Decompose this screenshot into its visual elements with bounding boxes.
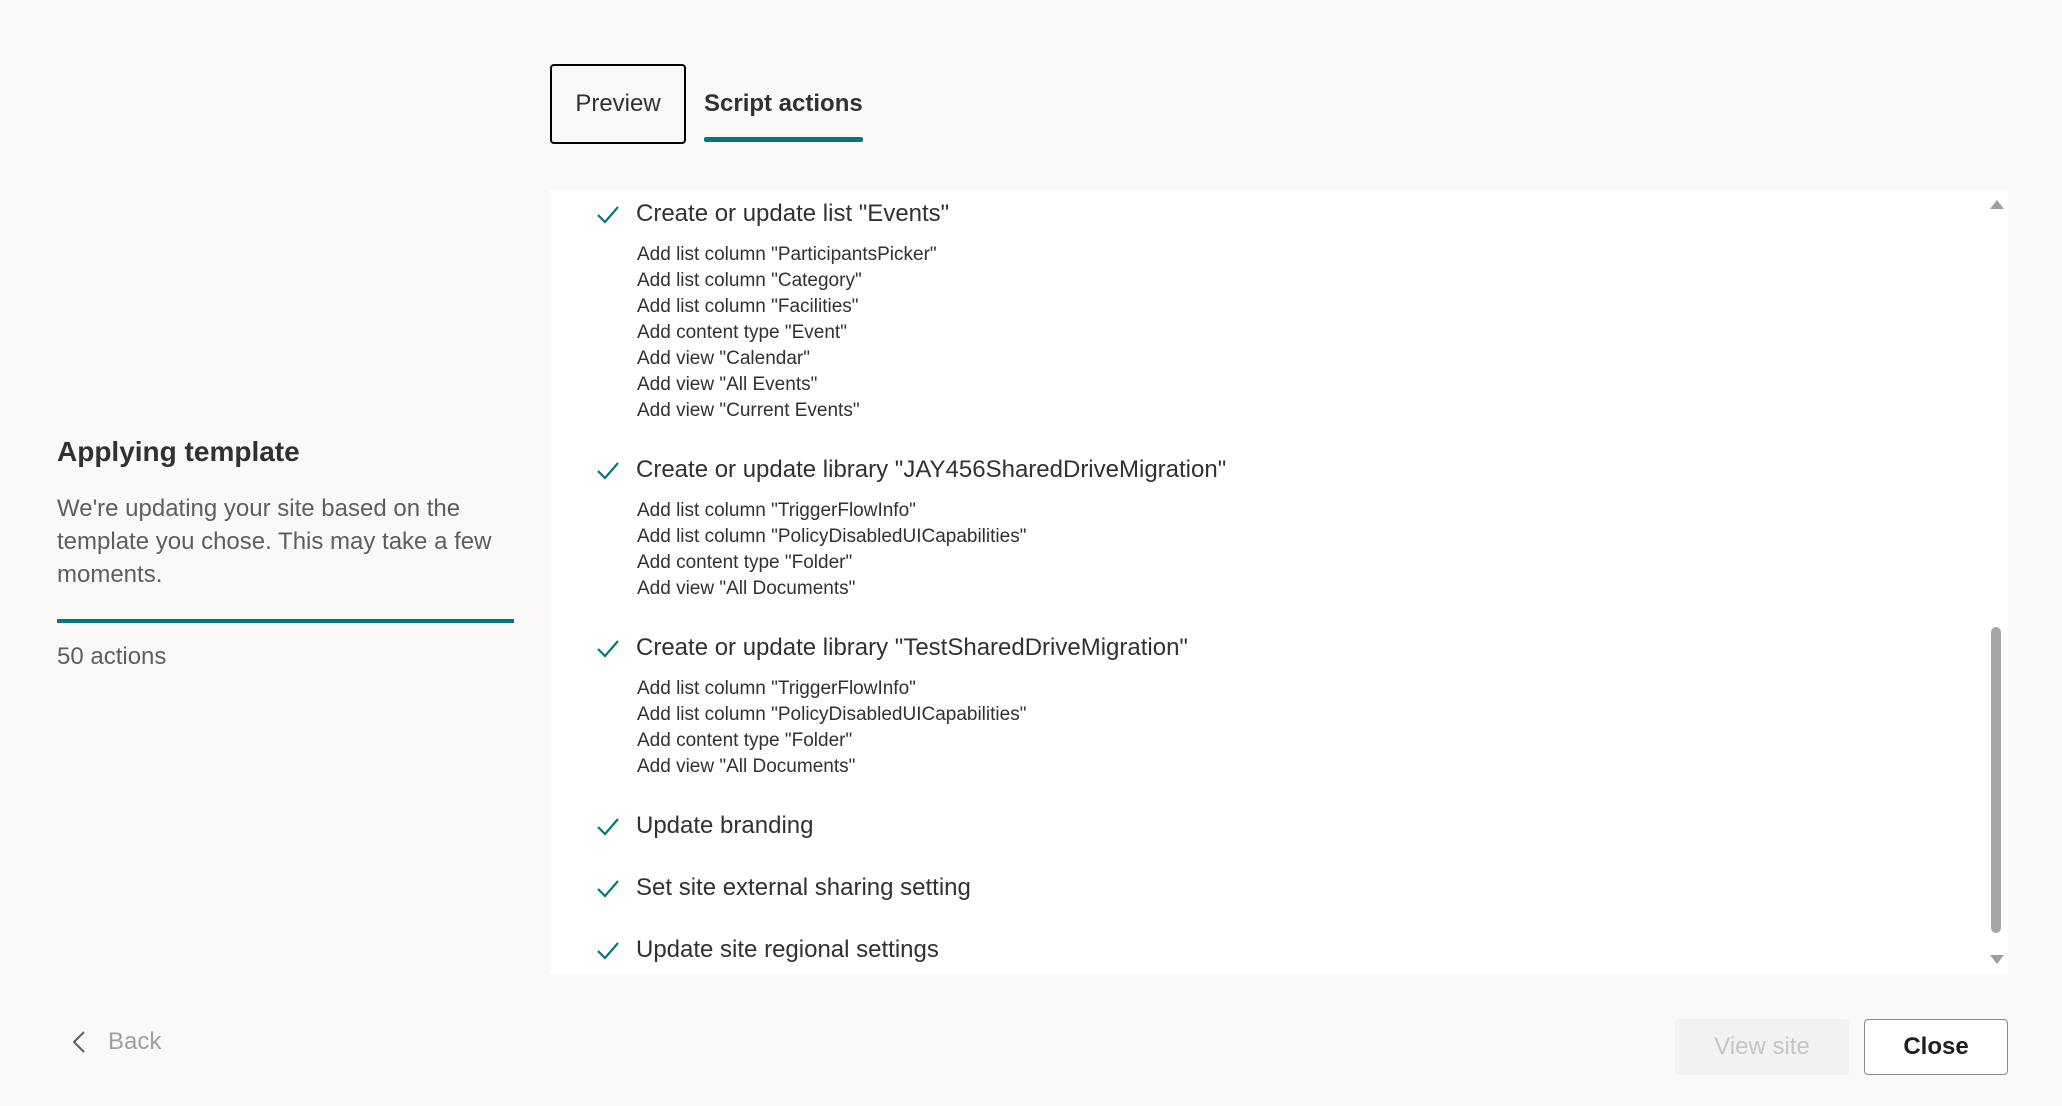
action-subitem: Add view "All Events" xyxy=(637,374,818,395)
action-subitem: Add view "All Documents" xyxy=(637,578,856,599)
action-subitem: Add content type "Event" xyxy=(637,322,847,343)
action-subitem: Add list column "TriggerFlowInfo" xyxy=(637,500,916,521)
action-item xyxy=(594,190,1968,432)
action-header xyxy=(594,864,1968,912)
checkmark-icon xyxy=(594,634,622,662)
scroll-down-arrow-icon[interactable] xyxy=(1990,955,2004,964)
action-title: Create or update list "Events" xyxy=(636,200,950,227)
scrollbar[interactable] xyxy=(1984,190,2008,974)
action-item xyxy=(594,802,1968,850)
chevron-left-icon xyxy=(72,1030,86,1054)
view-site-button[interactable]: View site xyxy=(1675,1019,1849,1075)
action-title: Update site regional settings xyxy=(636,936,939,963)
actions-list xyxy=(594,190,1968,974)
tab-list xyxy=(550,64,863,150)
script-actions-panel xyxy=(550,190,2008,974)
action-header xyxy=(594,926,1968,974)
action-title: Update branding xyxy=(636,812,814,839)
action-title: Create or update library "TestSharedDriveMigration" xyxy=(636,634,1188,661)
checkmark-icon xyxy=(594,812,622,840)
action-title: Create or update library "JAY456SharedDriveMigration" xyxy=(636,456,1227,483)
status-panel xyxy=(57,430,514,671)
checkmark-icon xyxy=(594,200,622,228)
action-item xyxy=(594,624,1968,788)
back-label: Back xyxy=(108,1028,162,1055)
action-header xyxy=(594,190,1968,238)
tab-preview[interactable] xyxy=(550,64,686,144)
action-item xyxy=(594,446,1968,610)
progress-bar xyxy=(57,619,514,623)
action-subitem: Add list column "PolicyDisabledUICapabilities" xyxy=(637,526,1027,547)
tab-script-actions-label: Script actions xyxy=(704,90,863,117)
action-subitems xyxy=(637,494,1968,610)
scrollbar-thumb[interactable] xyxy=(1991,627,2001,933)
close-button[interactable]: Close xyxy=(1864,1019,2008,1075)
scroll-up-arrow-icon[interactable] xyxy=(1990,200,2004,209)
action-subitem: Add view "Calendar" xyxy=(637,348,810,369)
action-subitem: Add content type "Folder" xyxy=(637,730,853,751)
action-subitem: Add content type "Folder" xyxy=(637,552,853,573)
status-title: Applying template xyxy=(57,436,300,467)
checkmark-icon xyxy=(594,936,622,964)
action-subitem: Add list column "ParticipantsPicker" xyxy=(637,244,937,265)
status-description: We're updating your site based on the template you chose. This may take a few moments. xyxy=(57,495,492,588)
action-subitem: Add view "All Documents" xyxy=(637,756,856,777)
checkmark-icon xyxy=(594,456,622,484)
action-subitems xyxy=(637,238,1968,432)
action-header xyxy=(594,624,1968,672)
action-title: Set site external sharing setting xyxy=(636,874,971,901)
back-button[interactable] xyxy=(72,1028,161,1056)
action-item xyxy=(594,864,1968,912)
tab-preview-label: Preview xyxy=(575,90,661,117)
action-subitem: Add list column "Facilities" xyxy=(637,296,859,317)
actions-count: 50 actions xyxy=(57,643,167,670)
action-subitem: Add view "Current Events" xyxy=(637,400,860,421)
action-subitem: Add list column "TriggerFlowInfo" xyxy=(637,678,916,699)
checkmark-icon xyxy=(594,874,622,902)
action-subitem: Add list column "Category" xyxy=(637,270,862,291)
tab-script-actions[interactable] xyxy=(704,64,863,144)
action-subitems xyxy=(637,672,1968,788)
action-header xyxy=(594,446,1968,494)
action-header xyxy=(594,802,1968,850)
action-item xyxy=(594,926,1968,974)
action-subitem: Add list column "PolicyDisabledUICapabilities" xyxy=(637,704,1027,725)
active-tab-indicator xyxy=(704,137,863,142)
